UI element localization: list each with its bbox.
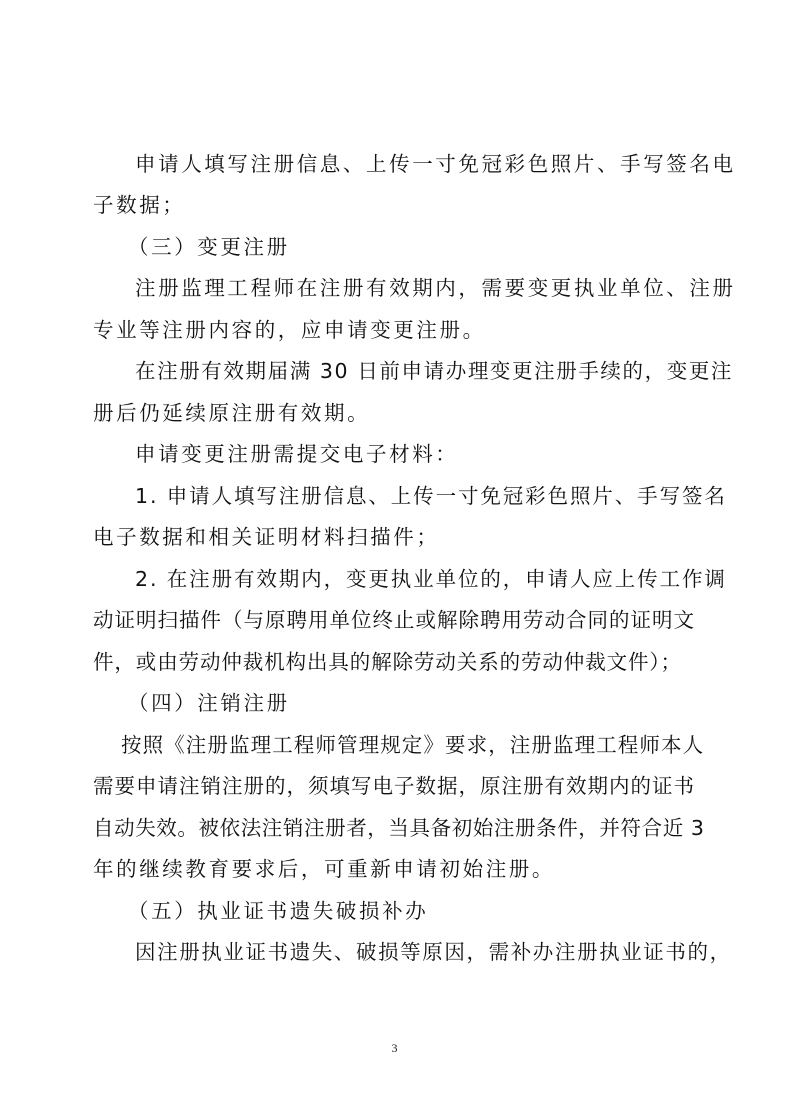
paragraph-line: 自动失效。被依法注销注册者，当具备初始注册条件，并符合近 3 bbox=[93, 816, 705, 840]
section-heading-4: （四）注销注册 bbox=[128, 691, 290, 715]
paragraph-line: 年的继续教育要求后，可重新申请初始注册。 bbox=[93, 857, 555, 881]
paragraph-line: 件，或由劳动仲裁机构出具的解除劳动关系的劳动仲裁文件）； bbox=[93, 650, 682, 674]
paragraph-line: 动证明扫描件（与原聘用单位终止或解除聘用劳动合同的证明文 bbox=[93, 608, 695, 632]
section-heading-3: （三）变更注册 bbox=[128, 235, 290, 259]
paragraph-line: 册后仍延续原注册有效期。 bbox=[93, 401, 371, 425]
page-number: 3 bbox=[391, 1041, 398, 1055]
paragraph-line: 电子数据和相关证明材料扫描件； bbox=[93, 525, 440, 549]
paragraph-line: 因注册执业证书遗失、破损等原因，需补办注册执业证书的， bbox=[135, 940, 732, 964]
section-heading-5: （五）执业证书遗失破损补办 bbox=[128, 899, 429, 923]
paragraph-line: 按照《注册监理工程师管理规定》要求，注册监理工程师本人 bbox=[121, 733, 705, 757]
paragraph-line: 在注册有效期届满 30 日前申请办理变更注册手续的，变更注 bbox=[135, 359, 734, 383]
paragraph-line: 子数据； bbox=[93, 193, 186, 217]
paragraph-line: 申请变更注册需提交电子材料： bbox=[135, 442, 459, 466]
paragraph-line: 申请人填写注册信息、上传一寸免冠彩色照片、手写签名电 bbox=[135, 152, 736, 176]
paragraph-line: 专业等注册内容的，应申请变更注册。 bbox=[93, 318, 486, 342]
list-item-2: 2. 在注册有效期内，变更执业单位的，申请人应上传工作调 bbox=[135, 567, 727, 591]
paragraph-line: 注册监理工程师在注册有效期内，需要变更执业单位、注册 bbox=[135, 276, 736, 300]
paragraph-line: 需要申请注销注册的，须填写电子数据，原注册有效期内的证书 bbox=[93, 774, 695, 798]
list-item-1: 1. 申请人填写注册信息、上传一寸免冠彩色照片、手写签名 bbox=[135, 484, 727, 508]
